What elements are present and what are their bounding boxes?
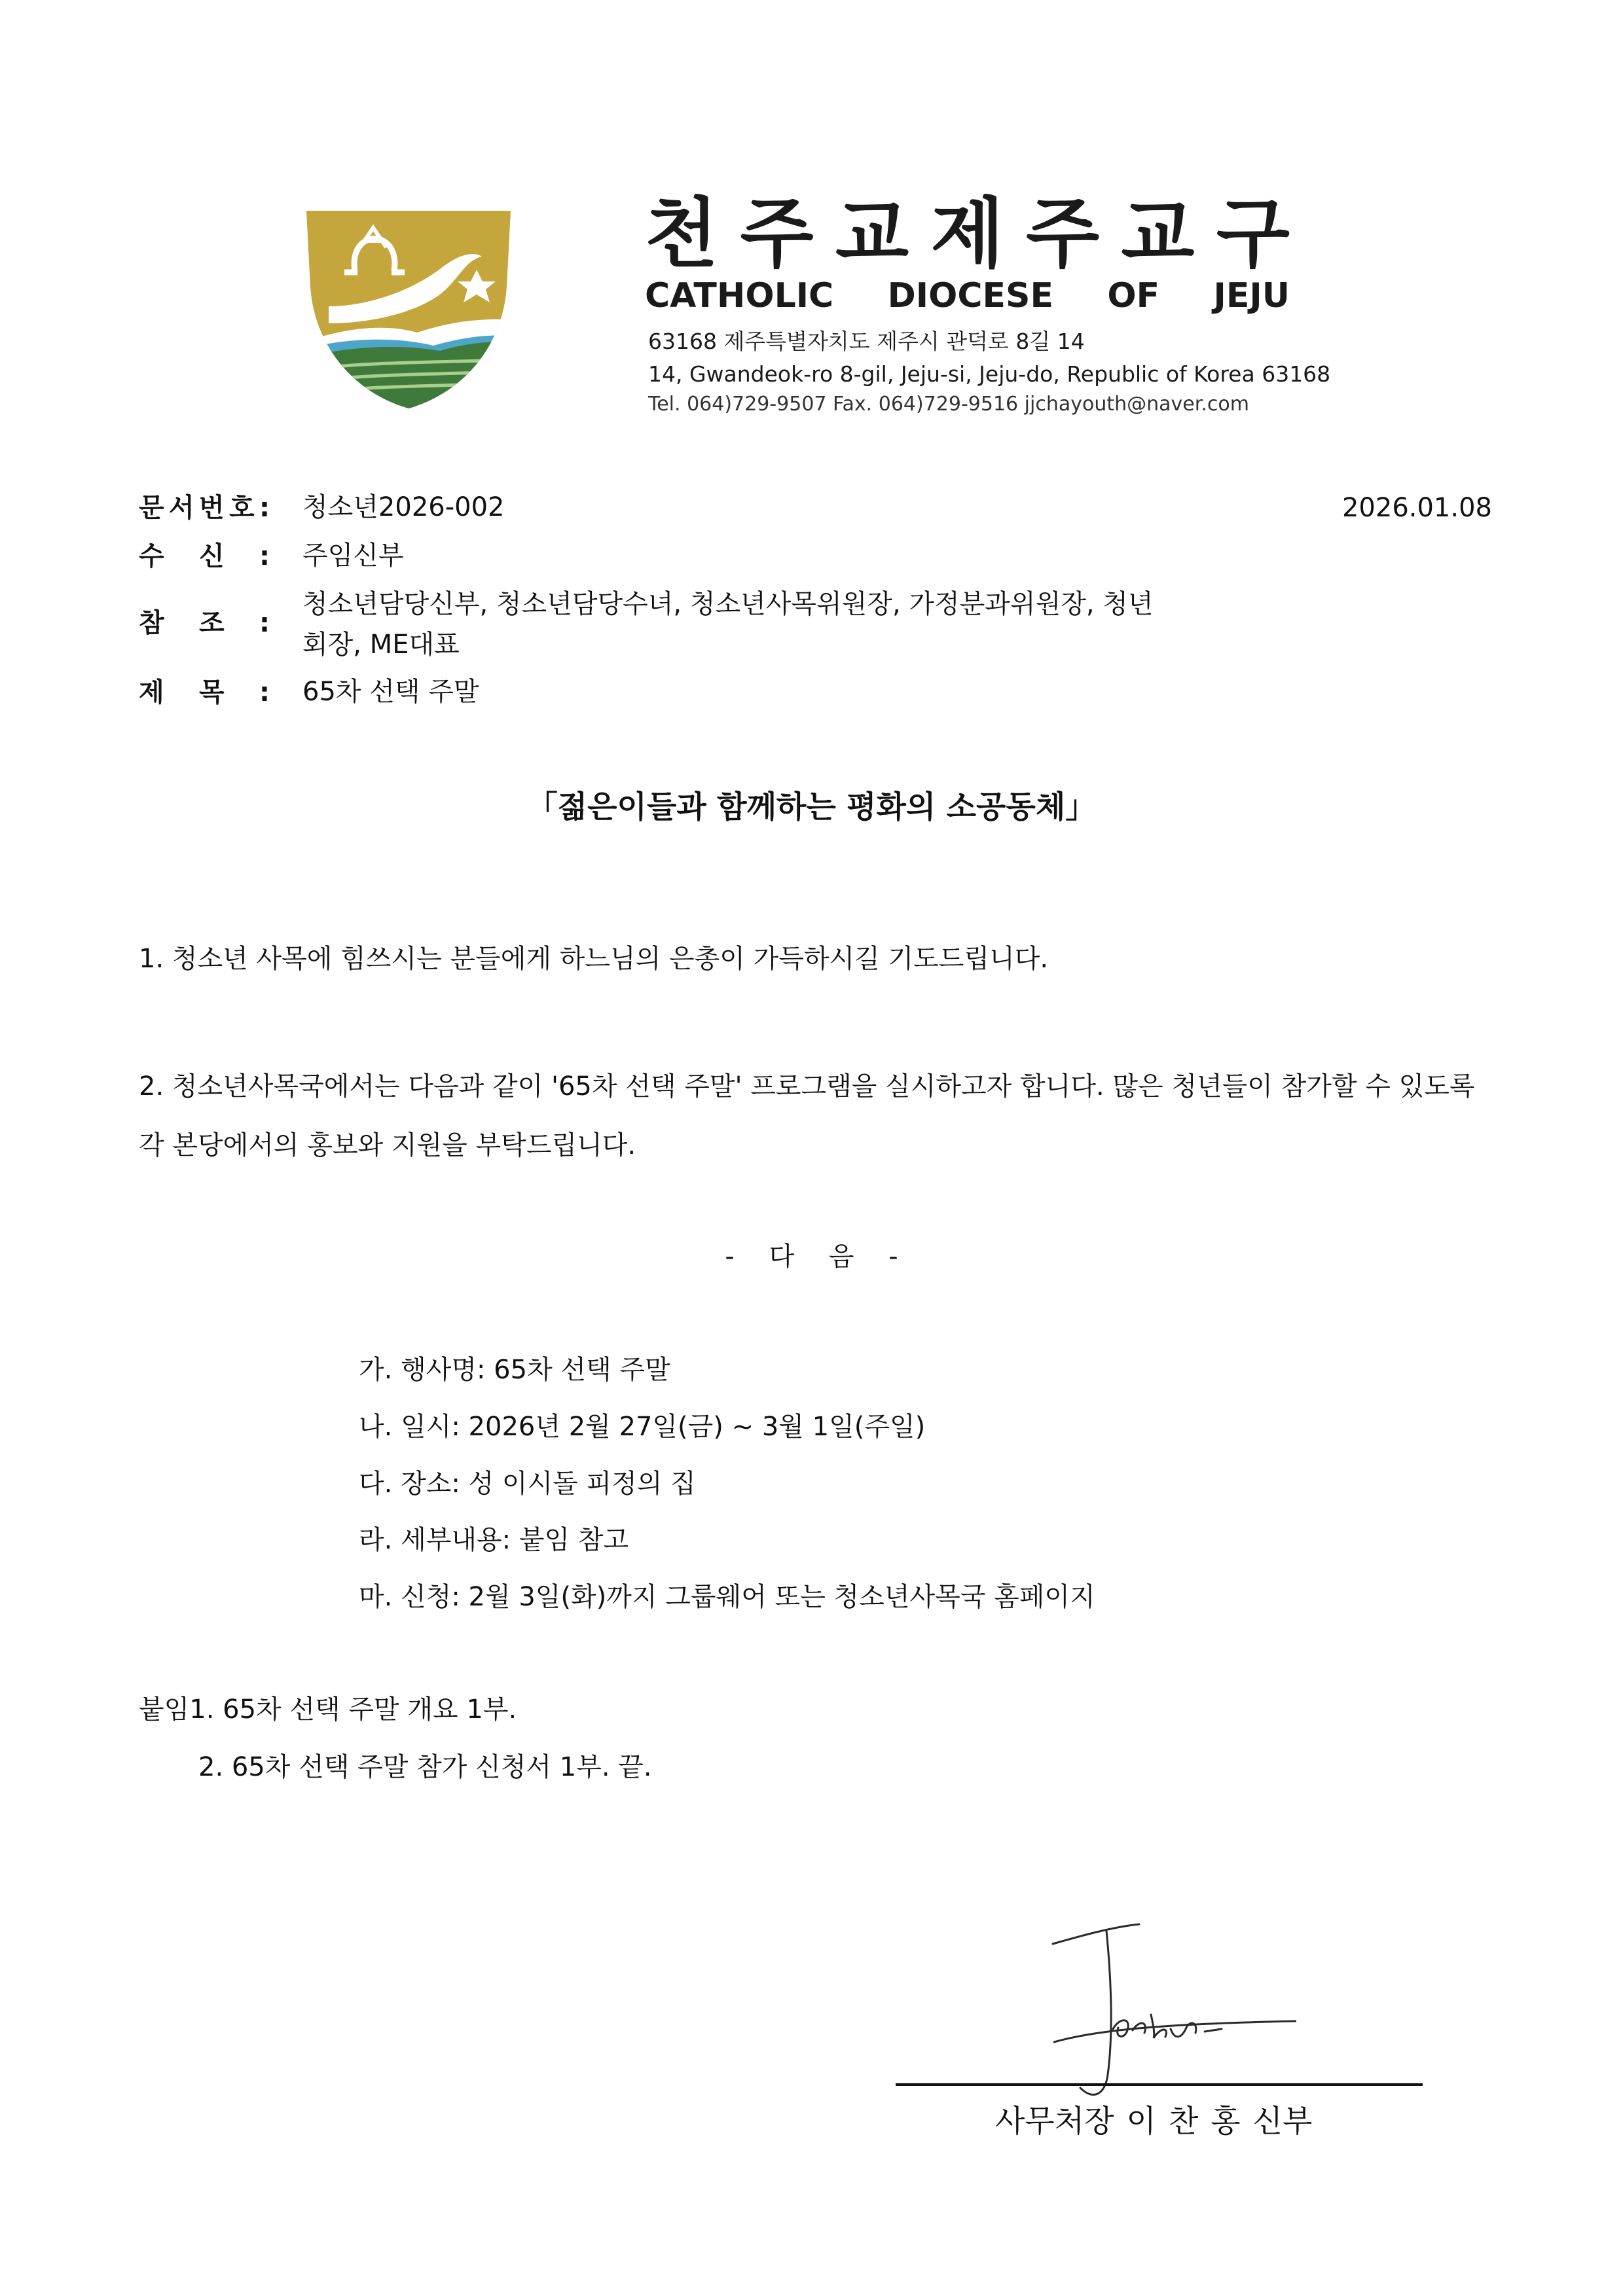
diocese-name-korean: 천 주 교 제 주 교 구	[645, 190, 1290, 278]
recipient: 주임신부	[302, 541, 404, 571]
list-item: 가. 행사명: 65차 선택 주말	[359, 1355, 670, 1385]
handwritten-signature-icon	[1041, 1905, 1296, 2108]
attachment-2: 2. 65차 선택 주말 참가 신청서 1부. 끝.	[198, 1752, 652, 1782]
list-item: 다. 장소: 성 이시돌 피정의 집	[359, 1469, 696, 1499]
reference-line-2: 회장, ME대표	[302, 630, 460, 660]
reference-label: 참 조 :	[139, 608, 270, 638]
diocese-logo-icon	[302, 208, 515, 411]
doc-number-label: 문 서 번 호 :	[139, 493, 270, 523]
recipient-label: 수 신 :	[139, 541, 270, 571]
contact-info: Tel. 064)729-9507 Fax. 064)729-9516 jjchayouth@naver.com	[648, 393, 1249, 416]
damum-heading: - 다 음 -	[725, 1242, 898, 1272]
list-item: 마. 신청: 2월 3일(화)까지 그룹웨어 또는 청소년사목국 홈페이지	[359, 1582, 1095, 1612]
signature-line	[896, 2083, 1423, 2086]
reference-line-1: 청소년담당신부, 청소년담당수녀, 청소년사목위원장, 가정분과위원장, 청년	[302, 589, 1154, 619]
doc-number: 청소년2026-002	[302, 492, 505, 522]
list-item: 라. 세부내용: 붙임 참고	[359, 1525, 629, 1555]
attachment-1: 붙임1. 65차 선택 주말 개요 1부.	[139, 1695, 517, 1725]
paragraph-1: 1. 청소년 사목에 힘쓰시는 분들에게 하느님의 은총이 가득하시길 기도드립니다.	[139, 944, 1049, 974]
list-item: 나. 일시: 2026년 2월 27일(금) ~ 3월 1일(주일)	[359, 1412, 926, 1442]
signer-name: 사무처장 이 찬 홍 신부	[995, 2104, 1313, 2140]
diocese-name-english: CATHOLIC DIOCESE OF JEJU	[645, 276, 1290, 315]
address-korean: 63168 제주특별자치도 제주시 관덕로 8길 14	[648, 329, 1085, 354]
doc-date: 2026.01.08	[1341, 493, 1492, 523]
slogan: 「젊은이들과 함께하는 평화의 소공동체」	[526, 789, 1097, 825]
subject: 65차 선택 주말	[302, 677, 479, 707]
address-english: 14, Gwandeok-ro 8-gil, Jeju-si, Jeju-do, Republic of Korea 63168	[648, 361, 1331, 387]
subject-label: 제 목 :	[139, 677, 270, 708]
paragraph-2: 2. 청소년사목국에서는 다음과 같이 '65차 선택 주말' 프로그램을 실시하고자 합니다. 많은 청년들이 참가할 수 있도록 각 본당에서의 홍보와 지원을 부탁드립니다.	[139, 1071, 1475, 1160]
